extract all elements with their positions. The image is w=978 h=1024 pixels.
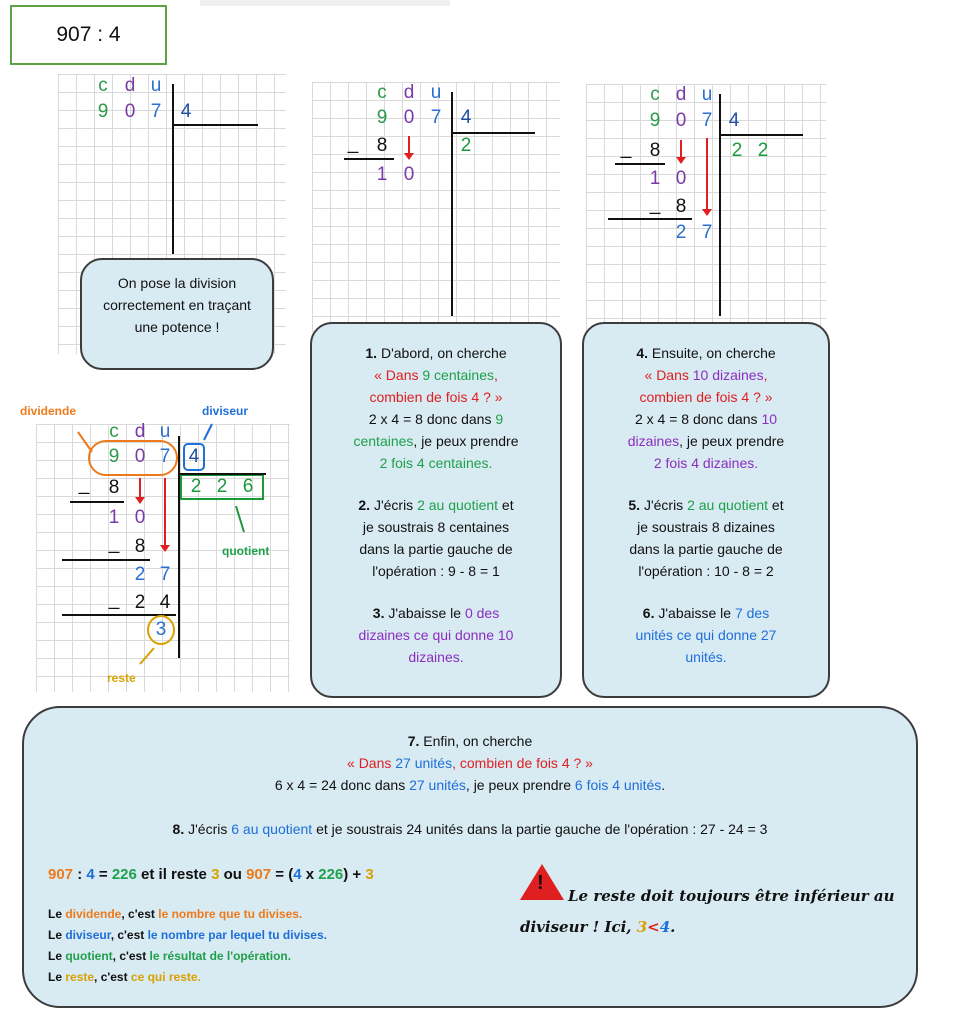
spacer xyxy=(322,474,550,494)
digit-8: 8 xyxy=(675,196,687,217)
label-u: u xyxy=(159,421,171,442)
digit-9: 9 xyxy=(376,107,388,128)
digit-7: 7 xyxy=(701,222,713,243)
step-3-line xyxy=(322,602,550,624)
eq-quotient: 226 xyxy=(111,866,137,883)
step-1-result-3 xyxy=(322,452,550,474)
label-c: c xyxy=(377,82,387,103)
down-arrow xyxy=(680,140,682,158)
gallows-horizontal xyxy=(172,124,258,126)
gallows-horizontal xyxy=(178,473,266,475)
step-4-question-2: combien de fois 4 ? » xyxy=(639,389,773,405)
tag-quotient: quotient xyxy=(222,544,270,558)
divisor: 4 xyxy=(180,101,192,122)
subtraction-line xyxy=(344,158,394,160)
step-5-line-2: je soustrais 8 dizaines xyxy=(637,519,775,535)
def-b: reste xyxy=(65,970,95,984)
r-text: 2 x 4 = 8 donc dans xyxy=(368,411,496,427)
warning-lt: < xyxy=(647,918,660,936)
def-dividende xyxy=(48,904,327,925)
eq-reste: 3 xyxy=(365,866,374,883)
eq-dividende: 907 xyxy=(246,866,272,883)
def-c: , c'est xyxy=(112,949,150,963)
minus-sign: _ xyxy=(347,133,359,154)
steps-4-6-bubble xyxy=(582,322,830,698)
equation-line xyxy=(48,864,374,886)
q-comma: , xyxy=(763,367,768,383)
q-open: « Dans xyxy=(374,367,423,383)
step-4-result-3: 2 fois 4 dizaines. xyxy=(653,455,759,471)
step-7-result xyxy=(46,774,894,796)
tag-dividende: dividende xyxy=(20,404,77,418)
r4: 6 fois 4 unités xyxy=(574,777,662,793)
reste-arrow xyxy=(140,648,154,664)
warning-reste: 3 xyxy=(636,918,648,936)
eq-dividende: 907 xyxy=(48,866,74,883)
digit-8: 8 xyxy=(649,140,661,161)
faded-strip xyxy=(200,0,450,6)
r-text: 2 x 4 = 8 donc dans xyxy=(634,411,762,427)
digit-9: 9 xyxy=(649,110,661,131)
step-6-line-3: unités. xyxy=(685,649,727,665)
quotient-digit: 2 xyxy=(460,135,472,156)
def-b: quotient xyxy=(65,949,113,963)
subtraction-line xyxy=(70,501,124,503)
warning-text xyxy=(568,880,895,912)
step-4-number: 4. xyxy=(636,345,649,361)
digit-2: 2 xyxy=(675,222,687,243)
warning-line-2: diviseur ! Ici, xyxy=(520,918,637,936)
digit-7: 7 xyxy=(159,564,171,585)
s6a: J'abaisse le xyxy=(658,605,735,621)
digit-0: 0 xyxy=(134,507,146,528)
subtraction-line xyxy=(615,163,665,165)
digit-7: 7 xyxy=(430,107,442,128)
quotient-digit: 2 xyxy=(216,476,228,497)
s6b: 7 des xyxy=(734,605,770,621)
step-8-line xyxy=(46,818,894,840)
s8c: et je soustrais 24 unités dans la partie gauche de l'opération : 27 - 24 = 3 xyxy=(312,821,768,837)
digit-8: 8 xyxy=(376,135,388,156)
step-1-question-2 xyxy=(322,386,550,408)
def-a: Le xyxy=(48,907,66,921)
s5b: 2 au quotient xyxy=(687,497,769,513)
def-a: Le xyxy=(48,949,66,963)
definitions xyxy=(48,904,327,988)
minus-sign: _ xyxy=(649,194,661,215)
minus-sign: _ xyxy=(78,474,90,495)
digit-1: 1 xyxy=(376,164,388,185)
step-1-question xyxy=(322,364,550,386)
gallows-vertical xyxy=(451,92,453,316)
step-2-line-4: l'opération : 9 - 8 = 1 xyxy=(372,563,500,579)
q-unites: 27 unités xyxy=(395,755,453,771)
gallows-vertical xyxy=(719,94,721,316)
spacer xyxy=(322,582,550,602)
r-dizaines: dizaines xyxy=(627,433,680,449)
label-c: c xyxy=(650,84,660,105)
digit-0: 0 xyxy=(134,446,146,467)
step-1-result xyxy=(322,408,550,430)
minus-sign: _ xyxy=(620,138,632,159)
digit-9: 9 xyxy=(97,101,109,122)
digit-2: 2 xyxy=(134,564,146,585)
s2a: J'écris xyxy=(373,497,418,513)
s5a: J'écris xyxy=(643,497,688,513)
label-c: c xyxy=(109,421,119,442)
digit-4: 4 xyxy=(159,592,171,613)
s7a: Enfin, on cherche xyxy=(423,733,533,749)
step-6-line-2: unités ce qui donne 27 xyxy=(635,627,777,643)
eq-sep: x xyxy=(301,866,319,883)
s5c: et xyxy=(768,497,784,513)
digit-0: 0 xyxy=(675,168,687,189)
eq-sep: ou xyxy=(219,866,247,883)
title-box xyxy=(10,5,167,65)
eq-diviseur: 4 xyxy=(86,866,95,883)
r1: 6 x 4 = 24 donc dans xyxy=(274,777,410,793)
step-1-result-2 xyxy=(322,430,550,452)
warning-icon xyxy=(520,864,564,900)
digit-7: 7 xyxy=(159,446,171,467)
digit-9: 9 xyxy=(108,446,120,467)
step-2-line xyxy=(322,494,550,516)
title-text: 907 : 4 xyxy=(56,23,121,46)
remainder-digit: 3 xyxy=(155,619,167,640)
step-8-number: 8. xyxy=(172,821,185,837)
minus-sign: _ xyxy=(108,589,120,610)
r3: , je peux prendre xyxy=(465,777,575,793)
s8b: 6 au quotient xyxy=(231,821,313,837)
label-u: u xyxy=(701,84,713,105)
digit-0: 0 xyxy=(124,101,136,122)
r5: . xyxy=(661,777,666,793)
q-open: « Dans xyxy=(347,755,396,771)
digit-0: 0 xyxy=(675,110,687,131)
warning-text-2 xyxy=(520,913,675,941)
eq-quotient: 226 xyxy=(318,866,344,883)
spacer xyxy=(592,474,820,494)
step-7-line xyxy=(46,730,894,752)
label-d: d xyxy=(675,84,687,105)
step-3-line-2: dizaines ce qui donne 10 xyxy=(358,627,514,643)
quotient-digit: 2 xyxy=(731,140,743,161)
def-d: le nombre que tu divises. xyxy=(158,907,303,921)
r-text: 2 fois 4 centaines. xyxy=(379,455,493,471)
eq-sep: ) + xyxy=(343,866,366,883)
step-1-number: 1. xyxy=(365,345,378,361)
q-comma: , xyxy=(493,367,498,383)
def-reste xyxy=(48,967,327,988)
def-b: dividende xyxy=(65,907,122,921)
spacer xyxy=(46,796,894,818)
def-diviseur xyxy=(48,925,327,946)
warning-dot: . xyxy=(670,918,676,936)
label-d: d xyxy=(403,82,415,103)
divisor: 4 xyxy=(188,446,200,467)
step-6-line xyxy=(592,602,820,624)
step-2-number: 2. xyxy=(358,497,371,513)
r-text: , je peux prendre xyxy=(413,433,519,449)
r-text: , je peux prendre xyxy=(679,433,785,449)
step-3-number: 3. xyxy=(372,605,385,621)
gallows-vertical xyxy=(172,84,174,254)
label-c: c xyxy=(98,75,108,96)
digit-8: 8 xyxy=(134,536,146,557)
quotient-digit: 6 xyxy=(242,476,254,497)
minus-sign: _ xyxy=(108,533,120,554)
def-b: diviseur xyxy=(65,928,111,942)
step-4-result-2 xyxy=(592,430,820,452)
step-5-line-3: dans la partie gauche de xyxy=(629,541,783,557)
def-a: Le xyxy=(48,970,66,984)
down-arrow xyxy=(139,478,141,498)
warning-diviseur: 4 xyxy=(659,918,671,936)
down-arrow xyxy=(706,138,708,210)
def-c: , c'est xyxy=(110,928,148,942)
down-arrow xyxy=(164,478,166,546)
q-text: combien de fois 4 ? » xyxy=(369,389,503,405)
s4a: Ensuite, on cherche xyxy=(651,345,776,361)
digit-0: 0 xyxy=(403,107,415,128)
gallows-horizontal xyxy=(451,132,535,134)
q-open: « Dans xyxy=(644,367,693,383)
eq-sep: = ( xyxy=(271,866,294,883)
s3a: J'abaisse le xyxy=(388,605,465,621)
tag-diviseur: diviseur xyxy=(202,404,249,418)
quotient-arrow xyxy=(236,506,244,532)
step-5-line xyxy=(592,494,820,516)
def-d: le nombre par lequel tu divises. xyxy=(147,928,327,942)
step-2-line-3: dans la partie gauche de xyxy=(359,541,513,557)
digit-1: 1 xyxy=(108,507,120,528)
s3b: 0 des xyxy=(464,605,500,621)
def-d: le résultat de l'opération. xyxy=(149,949,292,963)
digit-2: 2 xyxy=(134,592,146,613)
intro-bubble xyxy=(80,258,274,370)
step-4-result xyxy=(592,408,820,430)
def-d: ce qui reste. xyxy=(130,970,201,984)
eq-sep: et il reste xyxy=(136,866,212,883)
step-1-text: D'abord, on cherche xyxy=(380,345,507,361)
step-5-line-4: l'opération : 10 - 8 = 2 xyxy=(638,563,774,579)
r-centaines: centaines xyxy=(353,433,414,449)
label-u: u xyxy=(430,82,442,103)
def-c: , c'est xyxy=(94,970,131,984)
step-2-line-2: je soustrais 8 centaines xyxy=(362,519,510,535)
divisor: 4 xyxy=(728,110,740,131)
quotient-digit: 2 xyxy=(190,476,202,497)
q-rest: , combien de fois 4 ? » xyxy=(452,755,593,771)
step-5-number: 5. xyxy=(628,497,641,513)
label-d: d xyxy=(124,75,136,96)
step-7-question xyxy=(46,752,894,774)
digit-1: 1 xyxy=(649,168,661,189)
digit-7: 7 xyxy=(701,110,713,131)
subtraction-line xyxy=(62,559,150,561)
step-1-line xyxy=(322,342,550,364)
eq-reste: 3 xyxy=(211,866,220,883)
intro-text: On pose la division correctement en traçant une potence ! xyxy=(103,275,251,335)
subtraction-line xyxy=(608,218,692,220)
eq-diviseur: 4 xyxy=(293,866,302,883)
quotient-digit: 2 xyxy=(757,140,769,161)
step-4-line xyxy=(592,342,820,364)
steps-1-3-bubble xyxy=(310,322,562,698)
q-centaines: 9 centaines xyxy=(422,367,494,383)
step-6-number: 6. xyxy=(642,605,655,621)
digit-8: 8 xyxy=(108,477,120,498)
down-arrow xyxy=(408,136,410,154)
eq-sep: = xyxy=(94,866,112,883)
r-ten: 10 xyxy=(761,411,778,427)
r-nine: 9 xyxy=(495,411,504,427)
warning-line-1: Le reste doit toujours être inférieur au xyxy=(568,887,895,905)
gallows-vertical xyxy=(178,436,180,658)
def-a: Le xyxy=(48,928,66,942)
r2: 27 unités xyxy=(409,777,466,793)
step-4-question xyxy=(592,364,820,386)
spacer xyxy=(592,582,820,602)
gallows-horizontal xyxy=(719,134,803,136)
q-dizaines: 10 dizaines xyxy=(692,367,764,383)
digit-0: 0 xyxy=(403,164,415,185)
step-3-line-3: dizaines. xyxy=(408,649,464,665)
label-u: u xyxy=(150,75,162,96)
divisor: 4 xyxy=(460,107,472,128)
digit-7: 7 xyxy=(150,101,162,122)
s2c: et xyxy=(498,497,514,513)
step-7-number: 7. xyxy=(407,733,420,749)
def-c: , c'est xyxy=(121,907,159,921)
def-quotient xyxy=(48,946,327,967)
label-d: d xyxy=(134,421,146,442)
s2b: 2 au quotient xyxy=(417,497,499,513)
tag-reste: reste xyxy=(107,671,136,685)
eq-sep: : xyxy=(73,866,87,883)
s8a: J'écris xyxy=(188,821,232,837)
diviseur-arrow xyxy=(204,424,212,440)
